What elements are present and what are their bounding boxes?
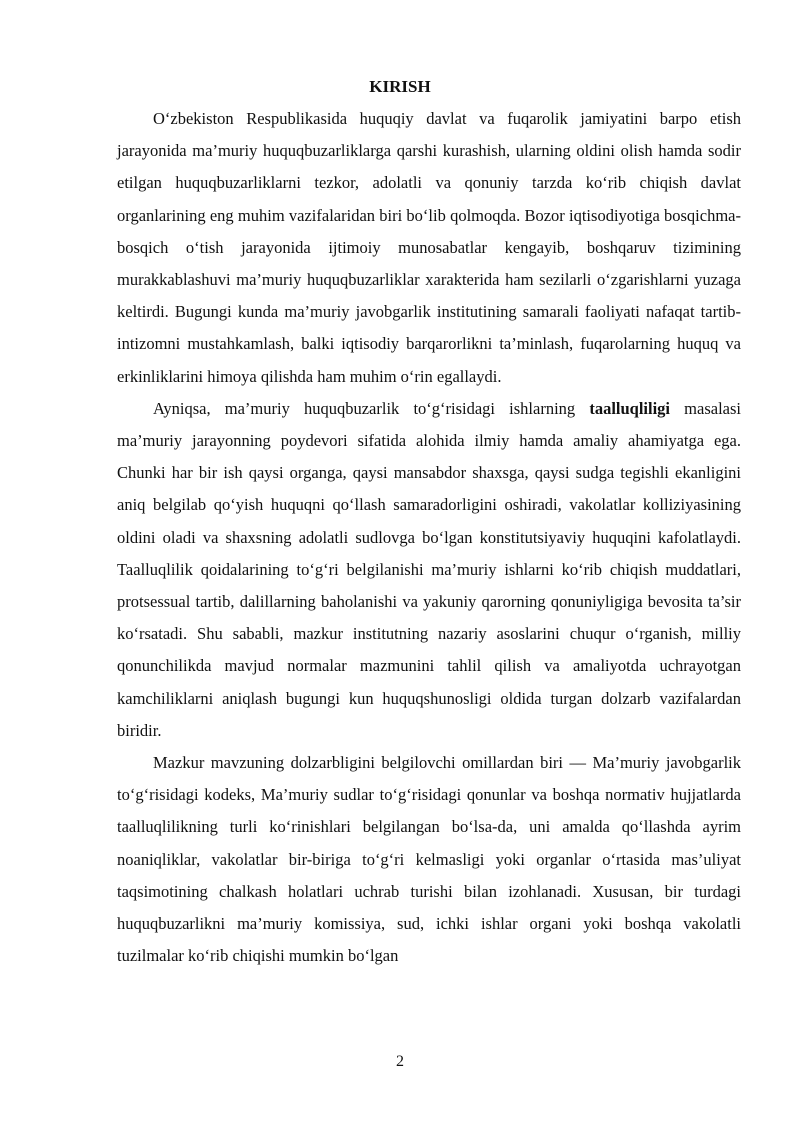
paragraph-1: O‘zbekiston Respublikasida huquqiy davlat va fuqarolik jamiyatini barpo etish jarayonida ma’muriy huquqbuzarliklarga qarshi kurashish, ularning oldini olish hamda sodir etilgan huquqbuzarliklarni tezkor, adolatli va qonuniy tarzda ko‘rib chiqish davlat organlarining eng muhim vazifalaridan biri bo‘lib qolmoqda. Bozor iqtisodiyotiga bosqichma-bosqich o‘tish jarayonida ijtimoiy munosabatlar kengayib, boshqaruv tizimining murakkablashuvi ma’muriy huquqbuzarliklar xarakterida ham sezilarli o‘zgarishlarni yuzaga keltirdi. Bugungi kunda ma’muriy javobgarlik institutining samarali faoliyati nafaqat tartib-intizomni mustahkamlash, balki iqtisodiy barqarorlikni ta’minlash, fuqarolarning huquq va erkinliklarini himoya qilishda ham muhim o‘rin egallaydi.: [117, 109, 741, 386]
section-heading: KIRISH: [369, 77, 431, 96]
paragraph-2-lead: Ayniqsa, ma’muriy huquqbuzarlik to‘g‘risidagi ishlarning: [153, 398, 590, 418]
paragraph-2-rest: masalasi ma’muriy jarayonning poydevori sifatida alohida ilmiy hamda amaliy ahamiyatga ega. Chunki har bir ish qaysi organga, qaysi mansabdor shaxsga, qaysi sudga tegishli ekanligini aniq belgilab qo‘yish huquqni qo‘llash samaradorligini oshiradi, vakolatlar kolliziyasining oldini oladi va shaxsning adolatli sudlovga bo‘lgan konstitutsiyaviy huquqini kafolatlaydi. Taalluqlilik qoidalarining to‘g‘ri belgilanishi ma’muriy ishlarni ko‘rib chiqish muddatlari, protsessual tartib, dalillarning baholanishi va yakuniy qarorning qonuniyligiga bevosita ta’sir ko‘rsatadi. Shu sababli, mazkur institutning nazariy asoslarini chuqur o‘rganish, milliy qonunchilikda mavjud normalar mazmunini tahlil qilish va amaliyotda uchrayotgan kamchiliklarni aniqlash bugungi kun huquqshunosligi oldida turgan dolzarb vazifalardan biridir.: [117, 398, 741, 740]
page-number: 2: [396, 1053, 404, 1070]
bold-term: taalluqliligi: [589, 398, 671, 418]
paragraph-2: [117, 393, 741, 747]
body-text: [117, 103, 741, 972]
paragraph-3: Mazkur mavzuning dolzarbligini belgilovchi omillardan biri — Ma’muriy javobgarlik to‘g‘risidagi kodeks, Ma’muriy sudlar to‘g‘risidagi qonunlar va boshqa normativ hujjatlarda taalluqlilikning turli ko‘rinishlari belgilangan bo‘lsa-da, uni amalda qo‘llashda ayrim noaniqliklar, vakolatlar bir-biriga to‘g‘ri kelmasligi yoki organlar o‘rtasida mas’uliyat taqsimotining chalkash holatlari uchrab turishi bilan izohlanadi. Xususan, bir turdagi huquqbuzarlikni ma’muriy komissiya, sud, ichki ishlar organi yoki boshqa vakolatli tuzilmalar ko‘rib chiqishi mumkin bo‘lgan: [117, 753, 741, 966]
